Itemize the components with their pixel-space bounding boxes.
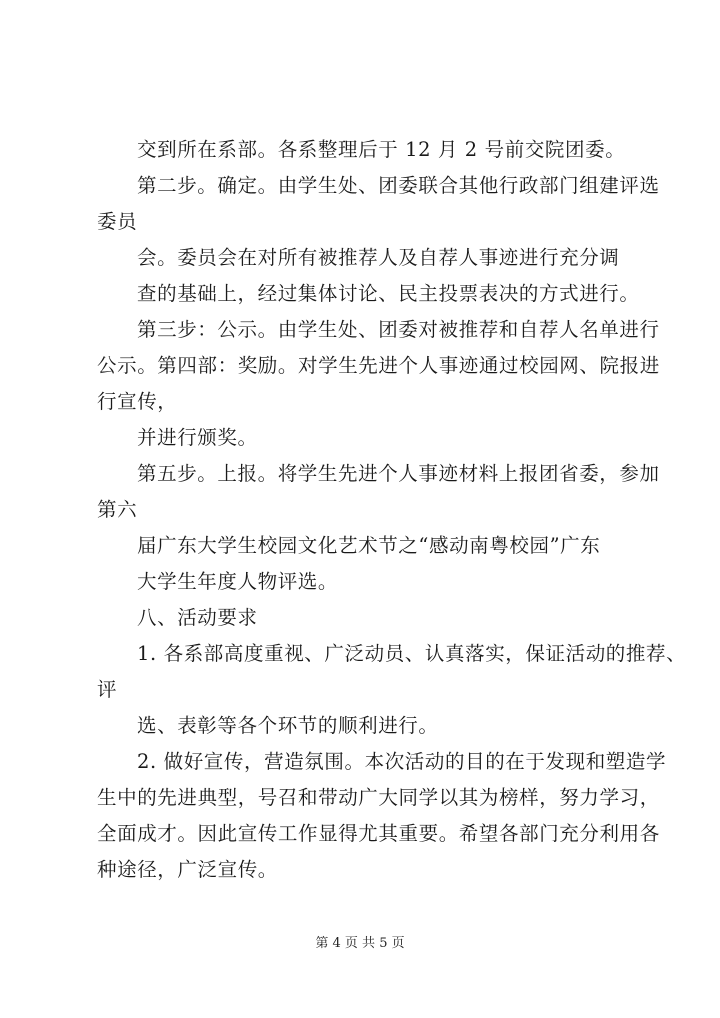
text-line: 大学生年度人物评选。 — [137, 570, 339, 593]
text-line: 全面成才。因此宣传工作显得尤其重要。希望各部门充分利用各 — [97, 822, 660, 845]
text-line: 第三步：公示。由学生处、团委对被推荐和自荐人名单进行 — [137, 318, 660, 341]
section-heading: 八、活动要求 — [137, 606, 258, 629]
text-line: 公示。第四部：奖励。对学生先进个人事迹通过校园网、院报进 — [97, 354, 660, 377]
text-line: 委员 — [97, 210, 138, 233]
text-line: 种途径，广泛宣传。 — [97, 858, 278, 881]
text-line: 届广东大学生校园文化艺术节之“感动南粤校园”广东 — [137, 534, 601, 557]
text-line: 交到所在系部。各系整理后于 12 月 2 号前交院团委。 — [137, 138, 626, 161]
text-line: 第五步。上报。将学生先进个人事迹材料上报团省委，参加 — [137, 462, 660, 485]
text-line: 评 — [97, 678, 118, 701]
text-line: 查的基础上，经过集体讨论、民主投票表决的方式进行。 — [137, 282, 640, 305]
text-line: 并进行颁奖。 — [137, 426, 258, 449]
text-line: 1. 各系部高度重视、广泛动员、认真落实，保证活动的推荐、 — [137, 642, 687, 665]
text-line: 第六 — [97, 498, 138, 521]
text-line: 选、表彰等各个环节的顺利进行。 — [137, 714, 439, 737]
text-line: 第二步。确定。由学生处、团委联合其他行政部门组建评选 — [137, 174, 660, 197]
text-line: 行宣传， — [97, 390, 178, 413]
text-line: 生中的先进典型，号召和带动广大同学以其为榜样，努力学习， — [97, 786, 660, 809]
text-line: 会。委员会在对所有被推荐人及自荐人事迹进行充分调 — [137, 246, 620, 269]
text-line: 2. 做好宣传，营造氛围。本次活动的目的在于发现和塑造学 — [137, 750, 667, 773]
page-number: 第 4 页 共 5 页 — [315, 936, 405, 951]
